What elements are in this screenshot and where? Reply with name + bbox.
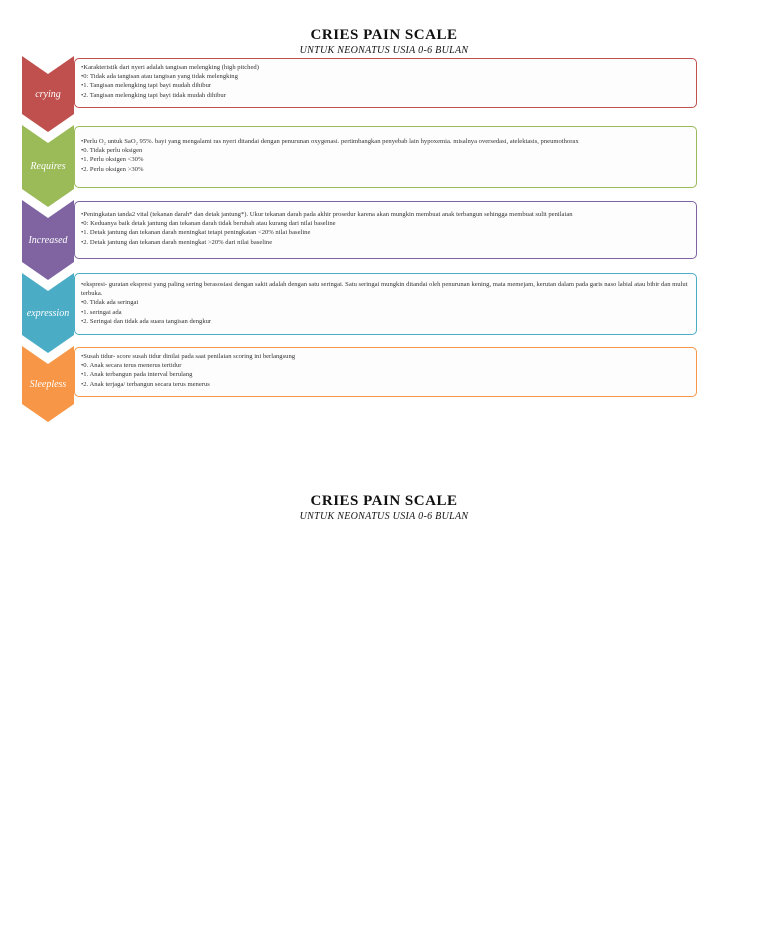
- increased-line: •0: Keduanya baik detak jantung dan tekanan darah tidak berubah atau kurang dari nilai baseline: [81, 220, 336, 228]
- cries-row-increased: [22, 200, 698, 280]
- sleepless-label: Sleepless: [29, 378, 67, 390]
- requires-chevron: [22, 125, 74, 207]
- page-subtitle: UNTUK NEONATUS USIA 0-6 BULAN: [299, 45, 469, 56]
- expression-line: •0. Tidak ada seringai: [81, 299, 139, 307]
- crying-line: •2. Tangisan melengking tapi bayi tidak mudah dihibur: [81, 91, 226, 99]
- crying-line: •1. Tangisan melengking tapi bayi mudah dihibur: [81, 82, 212, 90]
- requires-line: •Perlu O₂ untuk SaO₂ 95%. bayi yang mengalami ras nyeri ditandai dengan penurunan oxygenasi. pertimbangkan penyebab lain hypoxemia. misalnya oversedasi, atelektasis, pneumothorax: [81, 138, 579, 145]
- page-title-2: CRIES PAIN SCALE: [310, 493, 458, 509]
- crying-line: •Karakteristik dari nyeri adalah tangisan melengking (high pitched): [81, 64, 259, 71]
- expression-line: •2. Seringai dan tidak ada suara tangisan dengkur: [81, 317, 212, 325]
- crying-chevron: [22, 56, 74, 132]
- increased-label: Increased: [28, 234, 68, 246]
- sleepless-line: •1. Anak terbangun pada interval berulang: [81, 371, 193, 379]
- expression-chevron: [22, 273, 74, 353]
- increased-line: •2. Detak jantung dan tekanan darah meningkat >20% dari nilai baseline: [81, 238, 273, 246]
- crying-label: crying: [35, 88, 61, 100]
- sleepless-line: •Susah tidur- score susah tidur dinilai pada saat penilaian scoring ini berlangsung: [81, 353, 296, 360]
- increased-line: •Peningkatan tanda2 vital (tekanan darah* dan detak jantung*). Ukur tekanan darah pada akhir prosedur karena akan mungkin membuat anak terbangun sehingga membuat sulit penilaian: [81, 211, 573, 218]
- sleepless-line: •0. Anak secara terus menerus tertidur: [81, 362, 182, 370]
- expression-line: •ekspresi- guratan ekspresi yang paling sering berasosiasi dengan sakit adalah dengan satu seringai. Satu seringai mungkin ditandai oleh penurunan kening, mata memejam, kerutan dalam pada garis naso labial atau bibir dan mulut terbuka.: [81, 281, 688, 298]
- cries-row-sleepless: [22, 346, 698, 422]
- requires-line: •0. Tidak perlu oksigen: [81, 147, 143, 155]
- crying-line: •0: Tidak ada tangisan atau tangisan yang tidak melengking: [81, 73, 238, 81]
- sleepless-line: •2. Anak terjaga/ terbangun secara terus menerus: [81, 380, 210, 388]
- cries-row-expression: [22, 273, 698, 353]
- increased-line: •1. Detak jantung dan tekanan darah meningkat tetapi peningkatan <20% nilai baseline: [81, 229, 311, 237]
- expression-label: expression: [26, 307, 70, 319]
- requires-label: Requires: [30, 160, 66, 172]
- expression-description-box: [74, 273, 697, 335]
- increased-description-box: [74, 201, 697, 259]
- sleepless-chevron: [22, 346, 74, 422]
- requires-line: •1. Perlu oksigen <30%: [81, 156, 144, 164]
- sleepless-description-box: [74, 347, 697, 397]
- cries-row-crying: [22, 56, 698, 132]
- page-subtitle-2: UNTUK NEONATUS USIA 0-6 BULAN: [299, 511, 469, 522]
- requires-line: •2. Perlu oksigen >30%: [81, 165, 144, 173]
- requires-description-box: [74, 126, 697, 188]
- crying-description-box: [74, 58, 697, 108]
- increased-chevron: [22, 200, 74, 280]
- cries-row-requires: [22, 125, 698, 207]
- expression-line: •1. seringai ada: [81, 308, 122, 316]
- page-title: CRIES PAIN SCALE: [310, 27, 458, 43]
